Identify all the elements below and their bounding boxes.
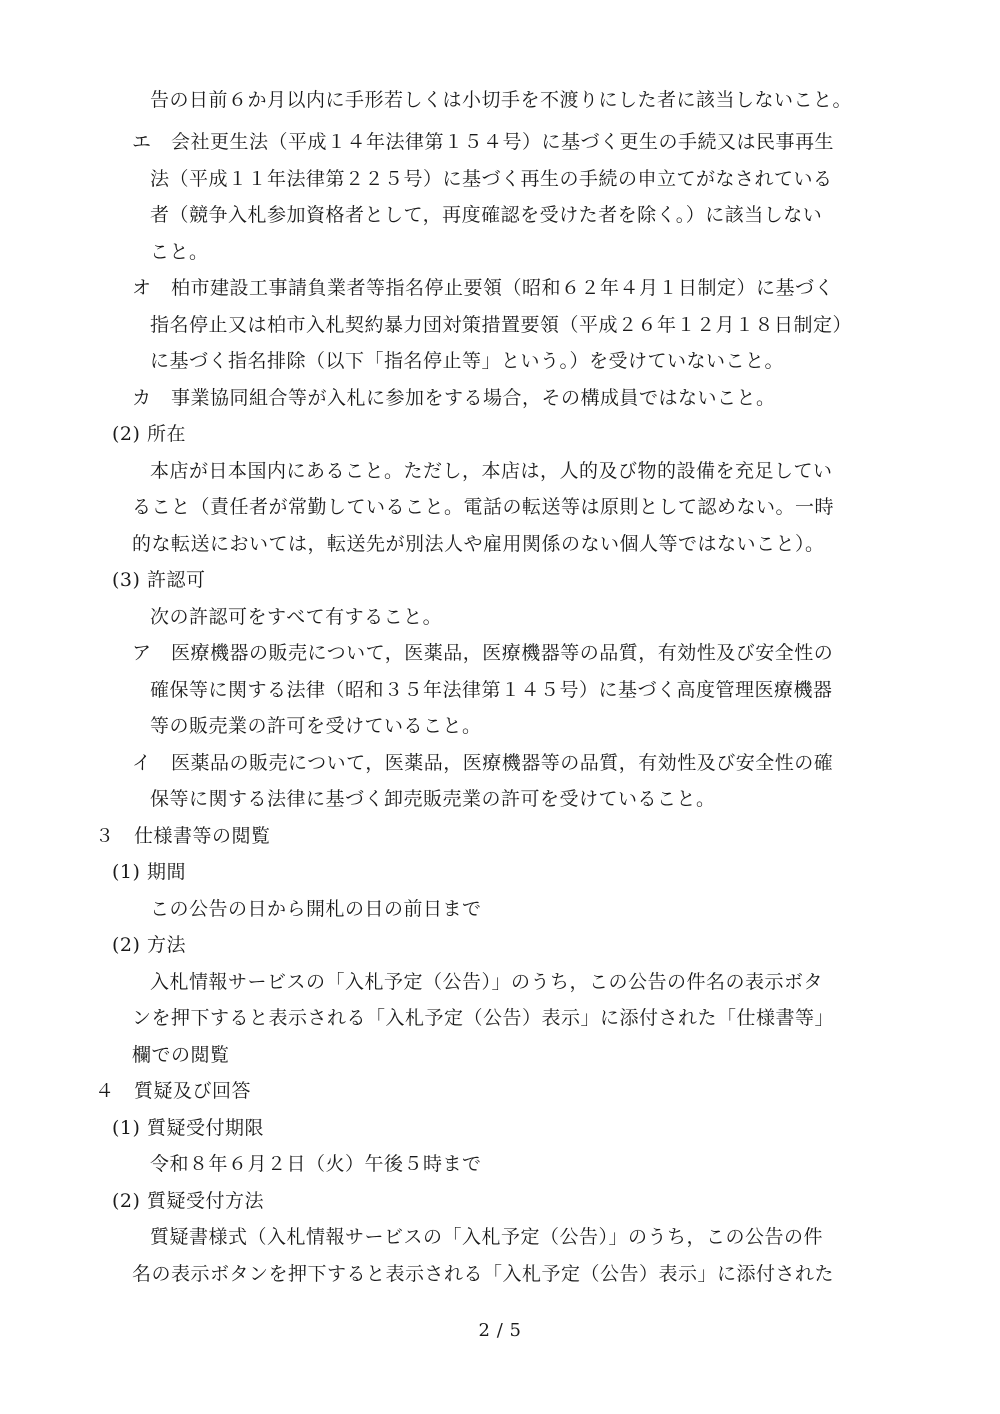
text-line-29: (1) 質疑受付期限 [112, 1117, 264, 1139]
text-line-27: 欄での閲覧 [132, 1044, 230, 1066]
text-line-11: 本店が日本国内にあること。ただし，本店は，人的及び物的設備を充足してい [150, 460, 833, 482]
text-line-8: に基づく指名排除（以下「指名停止等」という。）を受けていないこと。 [150, 350, 785, 372]
text-line-5: こと。 [150, 241, 209, 263]
text-line-22: (1) 期間 [112, 861, 186, 883]
text-line-18: 等の販売業の許可を受けていること。 [150, 715, 482, 737]
text-line-10: (2) 所在 [112, 423, 186, 445]
text-line-6: オ 柏市建設工事請負業者等指名停止要領（昭和６２年４月１日制定）に基づく [132, 277, 835, 299]
text-line-31: (2) 質疑受付方法 [112, 1190, 264, 1212]
text-line-19: イ 医薬品の販売について，医薬品，医療機器等の品質，有効性及び安全性の確 [132, 752, 834, 774]
text-line-28: ４ 質疑及び回答 [95, 1080, 252, 1102]
text-line-7: 指名停止又は柏市入札契約暴力団対策措置要領（平成２６年１２月１８日制定） [150, 314, 853, 336]
text-line-20: 保等に関する法律に基づく卸売販売業の許可を受けていること。 [150, 788, 716, 810]
text-line-3: 法（平成１１年法律第２２５号）に基づく再生の手続の申立てがなされている [150, 168, 833, 190]
text-line-14: (3) 許認可 [112, 569, 206, 591]
text-line-2: エ 会社更生法（平成１４年法律第１５４号）に基づく更生の手続又は民事再生 [132, 131, 835, 153]
text-line-15: 次の許認可をすべて有すること。 [150, 606, 443, 628]
text-line-4: 者（競争入札参加資格者として，再度確認を受けた者を除く。）に該当しない [150, 204, 823, 226]
text-line-9: カ 事業協同組合等が入札に参加をする場合，その構成員ではないこと。 [132, 387, 776, 409]
text-line-21: ３ 仕様書等の閲覧 [95, 825, 271, 847]
text-line-23: この公告の日から開札の日の前日まで [150, 898, 482, 920]
text-line-16: ア 医療機器の販売について，医薬品，医療機器等の品質，有効性及び安全性の [132, 642, 834, 664]
text-line-30: 令和８年６月２日（火）午後５時まで [150, 1153, 482, 1175]
text-line-17: 確保等に関する法律（昭和３５年法律第１４５号）に基づく高度管理医療機器 [150, 679, 833, 701]
text-line-32: 質疑書様式（入札情報サービスの「入札予定（公告）」のうち，この公告の件 [150, 1226, 824, 1248]
text-line-25: 入札情報サービスの「入札予定（公告）」のうち，この公告の件名の表示ボタ [150, 971, 824, 993]
text-line-13: 的な転送においては，転送先が別法人や雇用関係のない個人等ではないこと）。 [132, 533, 825, 555]
text-line-26: ンを押下すると表示される「入札予定（公告）表示」に添付された「仕様書等」 [132, 1007, 835, 1029]
text-line-12: ること（責任者が常勤していること。電話の転送等は原則として認めない。一時 [132, 496, 835, 518]
page-number: 2 / 5 [478, 1320, 522, 1341]
text-line-24: (2) 方法 [112, 934, 186, 956]
text-line-1: 告の日前６か月以内に手形若しくは小切手を不渡りにした者に該当しないこと。 [150, 89, 853, 111]
text-line-33: 名の表示ボタンを押下すると表示される「入札予定（公告）表示」に添付された [132, 1263, 835, 1285]
